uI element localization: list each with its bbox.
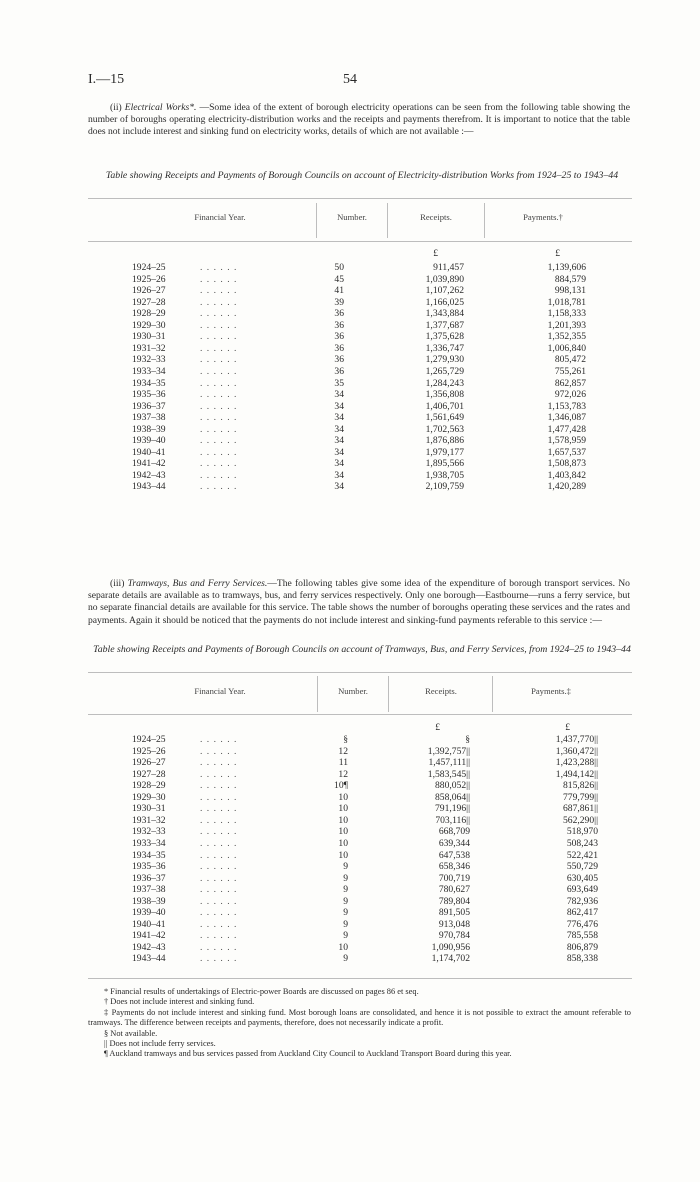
leader-dots: . . . . . .: [200, 423, 238, 435]
number-cell: 36: [334, 331, 344, 343]
payments-cell: 1,360,472||: [555, 745, 598, 757]
table-row: [0, 919, 700, 931]
receipts-cell: 891,505: [438, 907, 470, 919]
table-row: [0, 435, 700, 447]
receipts-cell: 668,709: [438, 826, 470, 838]
table2-caption: Table showing Receipts and Payments of Borough Councils on account of Tramways, Bus, and Ferry Services, from 1924–25 to 1943–44: [93, 644, 631, 655]
number-cell: 10: [338, 791, 348, 803]
year-cell: 1925–26: [132, 745, 166, 757]
year-cell: 1940–41: [132, 918, 166, 930]
number-cell: §: [343, 734, 348, 745]
receipts-cell: 1,375,628: [425, 331, 464, 343]
year-cell: 1938–39: [132, 423, 166, 435]
number-cell: 36: [334, 308, 344, 320]
receipts-cell: 700,719: [438, 872, 470, 884]
table2-header-rule: [88, 714, 632, 715]
receipts-cell: 1,166,025: [425, 296, 464, 308]
receipts-cell: 1,039,890: [425, 273, 464, 285]
number-cell: 50: [334, 262, 344, 273]
table-row: [0, 850, 700, 862]
table-row: [0, 792, 700, 804]
table2-divider: [388, 676, 389, 712]
number-cell: 9: [343, 884, 348, 896]
number-cell: 34: [334, 435, 344, 447]
number-cell: 34: [334, 412, 344, 424]
year-cell: 1937–38: [132, 412, 166, 424]
leader-dots: . . . . . .: [200, 296, 238, 308]
number-cell: 36: [334, 319, 344, 331]
leader-dots: . . . . . .: [200, 941, 238, 953]
payments-cell: 858,338: [566, 953, 598, 965]
table1-header-receipts: Receipts.: [420, 212, 452, 222]
year-cell: 1943–44: [132, 953, 166, 965]
table-row: [0, 838, 700, 850]
footnote: † Does not include interest and sinking fund.: [104, 997, 255, 1007]
table-row: [0, 354, 700, 366]
receipts-cell: 658,346: [438, 861, 470, 873]
year-cell: 1928–29: [132, 780, 166, 792]
payments-cell: 782,936: [566, 895, 598, 907]
leader-dots: . . . . . .: [200, 837, 238, 849]
receipts-cell: 780,627: [438, 884, 470, 896]
number-cell: 10: [338, 941, 348, 953]
leader-dots: . . . . . .: [200, 262, 238, 273]
receipts-cell: 1,336,747: [425, 342, 464, 354]
payments-cell: 805,472: [554, 354, 586, 366]
table-row: [0, 331, 700, 343]
table-row: [0, 757, 700, 769]
leader-dots: . . . . . .: [200, 895, 238, 907]
footnote: ‡ Payments do not include interest and sinking fund. Most borough loans are consolidated, and hence it is not possible to extract the amount referable to tramways. The difference between receipts and payments, therefore, does not necessarily indicate a profit.: [88, 1007, 631, 1028]
receipts-cell: 791,196||: [434, 803, 470, 815]
year-cell: 1941–42: [132, 458, 166, 470]
leader-dots: . . . . . .: [200, 930, 238, 942]
footnote: § Not available.: [104, 1028, 158, 1038]
leader-dots: . . . . . .: [200, 458, 238, 470]
leader-dots: . . . . . .: [200, 400, 238, 412]
payments-cell: 755,261: [554, 365, 586, 377]
year-cell: 1939–40: [132, 435, 166, 447]
table-row: [0, 907, 700, 919]
table-row: [0, 447, 700, 459]
leader-dots: . . . . . .: [200, 377, 238, 389]
leader-dots: . . . . . .: [200, 342, 238, 354]
receipts-cell: 2,109,759: [425, 481, 464, 493]
payments-cell: 998,131: [554, 285, 586, 297]
table1-header-number: Number.: [337, 212, 367, 222]
section-iii-title: Tramways, Bus and Ferry Services.: [127, 578, 268, 589]
table1-caption: Table showing Receipts and Payments of Borough Councils on account of Electricity-distribution Works from 1924–25 to 1943–44: [105, 170, 619, 181]
leader-dots: . . . . . .: [200, 331, 238, 343]
table-row: [0, 884, 700, 896]
leader-dots: . . . . . .: [200, 308, 238, 320]
section-ii-text: —Some idea of the extent of borough electricity operations can be seen from the following table showing the number of boroughs operating electricity-distribution works and the receipts and payments therefrom. It is important to notice that the table does not include interest and sinking fund on electricity works, details of which are not available :—: [88, 102, 630, 138]
leader-dots: . . . . . .: [200, 884, 238, 896]
leader-dots: . . . . . .: [200, 285, 238, 297]
number-cell: 34: [334, 423, 344, 435]
leader-dots: . . . . . .: [200, 389, 238, 401]
table-row: [0, 769, 700, 781]
table1-header-payments: Payments.†: [523, 212, 563, 222]
table1-body: [0, 262, 700, 494]
table-row: [0, 366, 700, 378]
table1-top-rule: [88, 198, 632, 199]
section-ii-paragraph: [88, 102, 630, 139]
table-row: [0, 481, 700, 493]
year-cell: 1929–30: [132, 791, 166, 803]
receipts-cell: §: [465, 734, 470, 745]
leader-dots: . . . . . .: [200, 365, 238, 377]
footnotes: [88, 987, 631, 1060]
receipts-cell: 1,406,701: [425, 400, 464, 412]
payments-cell: 1,352,355: [547, 331, 586, 343]
number-cell: 11: [338, 757, 348, 769]
number-cell: 10: [338, 814, 348, 826]
year-cell: 1925–26: [132, 273, 166, 285]
payments-cell: 522,421: [566, 849, 598, 861]
number-cell: 36: [334, 365, 344, 377]
year-cell: 1940–41: [132, 446, 166, 458]
number-cell: 41: [334, 285, 344, 297]
year-cell: 1929–30: [132, 319, 166, 331]
receipts-cell: 1,090,956: [431, 941, 470, 953]
number-cell: 35: [334, 377, 344, 389]
receipts-cell: 913,048: [438, 918, 470, 930]
table-row: [0, 896, 700, 908]
receipts-cell: 1,392,757||: [427, 745, 470, 757]
receipts-cell: 880,052||: [434, 780, 470, 792]
payments-cell: 693,649: [566, 884, 598, 896]
payments-cell: 550,729: [566, 861, 598, 873]
year-cell: 1924–25: [132, 262, 166, 273]
year-cell: 1932–33: [132, 826, 166, 838]
year-cell: 1942–43: [132, 469, 166, 481]
year-cell: 1933–34: [132, 365, 166, 377]
table1-header-year: Financial Year.: [194, 212, 246, 222]
year-cell: 1930–31: [132, 803, 166, 815]
number-cell: 34: [334, 389, 344, 401]
table-row: [0, 320, 700, 332]
payments-cell: 630,405: [566, 872, 598, 884]
payments-cell: 1,018,781: [547, 296, 586, 308]
table-row: [0, 734, 700, 746]
number-cell: 10: [338, 849, 348, 861]
number-cell: 9: [343, 918, 348, 930]
section-iii-lead: (iii): [110, 578, 128, 589]
payments-cell: 862,857: [554, 377, 586, 389]
table-row: [0, 401, 700, 413]
year-cell: 1938–39: [132, 895, 166, 907]
section-iii-text: —The following tables give some idea of the expenditure of borough transport services. No separate details are available as to tramways, bus, and ferry services respectively. Only one borough—Eastbourne—runs a ferry service, but no separate financial details are available for this service. The table shows the number of boroughs operating these services and the rates and payments. Again it should be noticed that the payments do not include interest and sinking-fund payments referable to this service :—: [88, 578, 630, 626]
number-cell: 34: [334, 458, 344, 470]
table-row: [0, 746, 700, 758]
leader-dots: . . . . . .: [200, 953, 238, 965]
table-row: [0, 826, 700, 838]
receipts-cell: 639,344: [438, 837, 470, 849]
receipts-cell: 1,895,566: [425, 458, 464, 470]
table-row: [0, 815, 700, 827]
number-cell: 12: [338, 745, 348, 757]
leader-dots: . . . . . .: [200, 791, 238, 803]
year-cell: 1936–37: [132, 872, 166, 884]
table-row: [0, 378, 700, 390]
table2-bottom-rule: [88, 978, 632, 979]
payments-cell: 1,158,333: [547, 308, 586, 320]
payments-cell: 785,558: [566, 930, 598, 942]
table-row: [0, 458, 700, 470]
table-row: [0, 861, 700, 873]
payments-cell: 1,403,842: [547, 469, 586, 481]
number-cell: 36: [334, 354, 344, 366]
receipts-cell: 1,583,545||: [427, 768, 470, 780]
payments-cell: 1,508,873: [547, 458, 586, 470]
number-cell: 10: [338, 826, 348, 838]
year-cell: 1926–27: [132, 757, 166, 769]
year-cell: 1936–37: [132, 400, 166, 412]
table2-header-payments: Payments.‡: [531, 686, 571, 696]
table-row: [0, 274, 700, 286]
section-ii-lead: (ii): [110, 102, 125, 113]
number-cell: 36: [334, 342, 344, 354]
receipts-cell: 789,804: [438, 895, 470, 907]
leader-dots: . . . . . .: [200, 849, 238, 861]
table-row: [0, 953, 700, 965]
leader-dots: . . . . . .: [200, 469, 238, 481]
number-cell: 34: [334, 400, 344, 412]
leader-dots: . . . . . .: [200, 872, 238, 884]
receipts-cell: 970,784: [438, 930, 470, 942]
receipts-cell: 1,279,930: [425, 354, 464, 366]
leader-dots: . . . . . .: [200, 826, 238, 838]
year-cell: 1927–28: [132, 768, 166, 780]
table-row: [0, 412, 700, 424]
table-row: [0, 873, 700, 885]
number-cell: 9: [343, 872, 348, 884]
number-cell: 34: [334, 469, 344, 481]
receipts-cell: 703,116||: [435, 814, 470, 826]
year-cell: 1924–25: [132, 734, 166, 745]
footnote: * Financial results of undertakings of Electric-power Boards are discussed on pages 86 et seq.: [104, 987, 419, 996]
number-cell: 9: [343, 861, 348, 873]
leader-dots: . . . . . .: [200, 780, 238, 792]
number-cell: 10: [338, 837, 348, 849]
table-row: [0, 780, 700, 792]
leader-dots: . . . . . .: [200, 354, 238, 366]
year-cell: 1934–35: [132, 377, 166, 389]
table2-divider: [317, 676, 318, 712]
year-cell: 1931–32: [132, 814, 166, 826]
receipts-cell: 1,377,687: [425, 319, 464, 331]
table-row: [0, 389, 700, 401]
table1-header-rule: [88, 241, 632, 242]
receipts-cell: 1,876,886: [425, 435, 464, 447]
number-cell: 10¶: [334, 780, 348, 792]
leader-dots: . . . . . .: [200, 918, 238, 930]
table2-payments-unit: £: [565, 722, 570, 733]
payments-cell: 1,578,959: [547, 435, 586, 447]
payments-cell: 1,346,087: [547, 412, 586, 424]
leader-dots: . . . . . .: [200, 861, 238, 873]
year-cell: 1927–28: [132, 296, 166, 308]
payments-cell: 862,417: [566, 907, 598, 919]
leader-dots: . . . . . .: [200, 435, 238, 447]
page-number: 54: [343, 72, 357, 87]
number-cell: 10: [338, 803, 348, 815]
receipts-cell: 1,265,729: [425, 365, 464, 377]
leader-dots: . . . . . .: [200, 745, 238, 757]
leader-dots: . . . . . .: [200, 757, 238, 769]
section-ii-title: Electrical Works*.: [124, 102, 197, 113]
year-cell: 1935–36: [132, 389, 166, 401]
table-row: [0, 285, 700, 297]
year-cell: 1939–40: [132, 907, 166, 919]
year-cell: 1932–33: [132, 354, 166, 366]
year-cell: 1933–34: [132, 837, 166, 849]
leader-dots: . . . . . .: [200, 319, 238, 331]
table-row: [0, 942, 700, 954]
payments-cell: 884,579: [554, 273, 586, 285]
receipts-cell: 1,356,808: [425, 389, 464, 401]
payments-cell: 1,477,428: [547, 423, 586, 435]
leader-dots: . . . . . .: [200, 412, 238, 424]
year-cell: 1937–38: [132, 884, 166, 896]
year-cell: 1941–42: [132, 930, 166, 942]
table2-body: [0, 734, 700, 966]
payments-cell: 508,243: [566, 837, 598, 849]
receipts-cell: 858,064||: [434, 791, 470, 803]
leader-dots: . . . . . .: [200, 907, 238, 919]
leader-dots: . . . . . .: [200, 814, 238, 826]
receipts-cell: 1,174,702: [431, 953, 470, 965]
table2-header-year: Financial Year.: [194, 686, 246, 696]
table-row: [0, 930, 700, 942]
receipts-cell: 647,538: [438, 849, 470, 861]
number-cell: 12: [338, 768, 348, 780]
payments-cell: 1,494,142||: [555, 768, 598, 780]
table2-receipts-unit: £: [435, 722, 440, 733]
number-cell: 9: [343, 930, 348, 942]
table1-divider: [484, 203, 485, 238]
payments-cell: 1,153,783: [547, 400, 586, 412]
payments-cell: 1,006,840: [547, 342, 586, 354]
year-cell: 1934–35: [132, 849, 166, 861]
year-cell: 1928–29: [132, 308, 166, 320]
payments-cell: 1,201,393: [547, 319, 586, 331]
receipts-cell: 1,561,649: [425, 412, 464, 424]
table1-receipts-unit: £: [433, 248, 438, 259]
receipts-cell: 1,702,563: [425, 423, 464, 435]
table-row: [0, 424, 700, 436]
receipts-cell: 1,284,243: [425, 377, 464, 389]
table1-payments-unit: £: [555, 248, 560, 259]
number-cell: 45: [334, 273, 344, 285]
receipts-cell: 911,457: [433, 262, 464, 273]
table-row: [0, 308, 700, 320]
payments-cell: 1,423,288||: [555, 757, 598, 769]
receipts-cell: 1,343,884: [425, 308, 464, 320]
table2-top-rule: [88, 672, 632, 673]
table-row: [0, 803, 700, 815]
payments-cell: 779,799||: [562, 791, 598, 803]
table2-divider: [492, 676, 493, 712]
payments-cell: 518,970: [566, 826, 598, 838]
payments-cell: 972,026: [554, 389, 586, 401]
footnote: || Does not include ferry services.: [104, 1039, 216, 1049]
number-cell: 34: [334, 446, 344, 458]
year-cell: 1931–32: [132, 342, 166, 354]
number-cell: 9: [343, 895, 348, 907]
table2-header-receipts: Receipts.: [425, 686, 457, 696]
receipts-cell: 1,457,111||: [428, 757, 470, 769]
receipts-cell: 1,979,177: [425, 446, 464, 458]
document-reference: I.—15: [88, 72, 125, 87]
payments-cell: 806,879: [566, 941, 598, 953]
table-row: [0, 343, 700, 355]
year-cell: 1943–44: [132, 481, 166, 493]
year-cell: 1930–31: [132, 331, 166, 343]
payments-cell: 1,420,289: [547, 481, 586, 493]
number-cell: 34: [334, 481, 344, 493]
footnote: ¶ Auckland tramways and bus services passed from Auckland City Council to Auckland Transport Board during this year.: [104, 1049, 512, 1059]
section-iii-paragraph: [88, 578, 630, 627]
leader-dots: . . . . . .: [200, 734, 238, 745]
table1-divider: [316, 203, 317, 238]
leader-dots: . . . . . .: [200, 768, 238, 780]
payments-cell: 1,657,537: [547, 446, 586, 458]
number-cell: 9: [343, 907, 348, 919]
number-cell: 39: [334, 296, 344, 308]
leader-dots: . . . . . .: [200, 481, 238, 493]
leader-dots: . . . . . .: [200, 446, 238, 458]
leader-dots: . . . . . .: [200, 273, 238, 285]
receipts-cell: 1,938,705: [425, 469, 464, 481]
table2-header-number: Number.: [338, 686, 368, 696]
payments-cell: 776,476: [566, 918, 598, 930]
year-cell: 1926–27: [132, 285, 166, 297]
table1-divider: [387, 203, 388, 238]
receipts-cell: 1,107,262: [425, 285, 464, 297]
payments-cell: 687,861||: [562, 803, 598, 815]
payments-cell: 815,826||: [562, 780, 598, 792]
number-cell: 9: [343, 953, 348, 965]
table-row: [0, 262, 700, 274]
payments-cell: 1,139,606: [547, 262, 586, 273]
table-row: [0, 297, 700, 309]
leader-dots: . . . . . .: [200, 803, 238, 815]
payments-cell: 562,290||: [562, 814, 598, 826]
year-cell: 1942–43: [132, 941, 166, 953]
table-row: [0, 470, 700, 482]
payments-cell: 1,437,770||: [555, 734, 598, 745]
year-cell: 1935–36: [132, 861, 166, 873]
